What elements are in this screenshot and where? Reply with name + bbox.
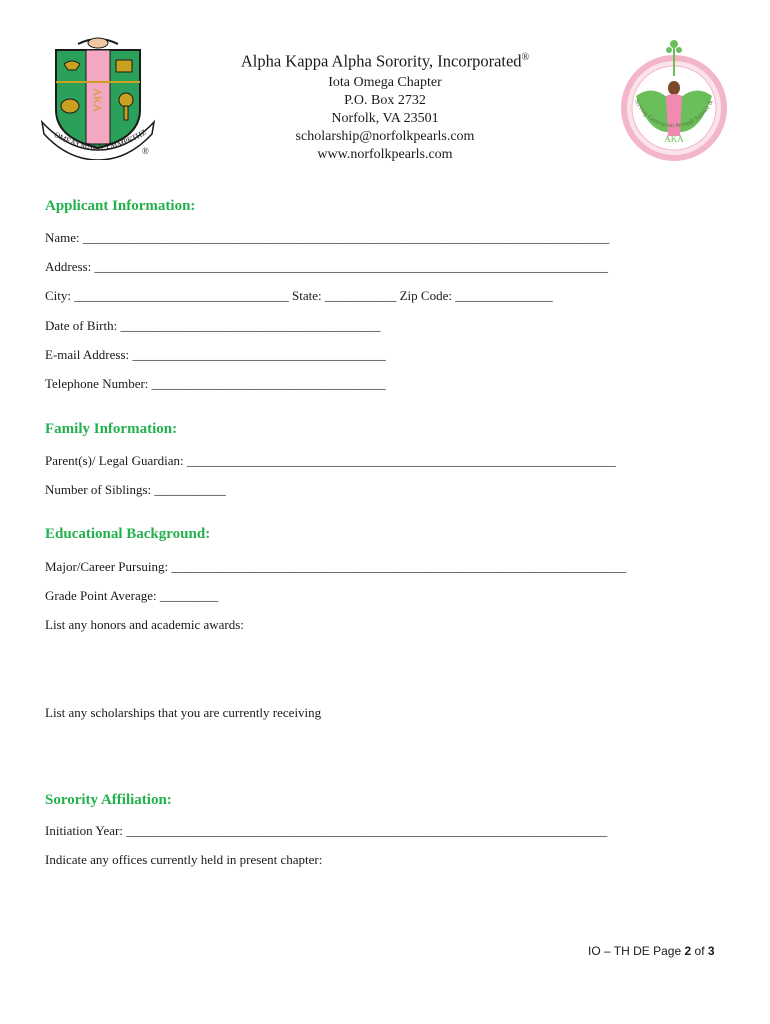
email-field[interactable]: E-mail Address: _______________________________________ [45, 347, 386, 362]
crest-motto: OMEAYMNEN YMMPETHZ [52, 127, 148, 152]
city-line: Norfolk, VA 23501 [331, 110, 439, 126]
sorority-section-title: Sorority Affiliation: [45, 792, 172, 808]
contact-email[interactable]: scholarship@norfolkpearls.com [295, 128, 475, 144]
footer-of: of [691, 944, 708, 958]
footer-page-number: 2 [684, 944, 692, 958]
offices-prompt: Indicate any offices currently held in present chapter: [45, 852, 323, 867]
family-section-title: Family Information: [45, 421, 178, 437]
gpa-field[interactable]: Grade Point Average: _________ [45, 588, 219, 603]
website-link[interactable]: www.norfolkpearls.com [317, 146, 453, 162]
chapter-crest-logo [38, 30, 158, 160]
seal-ring-text: Serving Generation through Service & [632, 97, 715, 130]
chapter-name: Iota Omega Chapter [328, 74, 442, 90]
po-box: P.O. Box 2732 [344, 92, 426, 108]
applicant-section-title: Applicant Information: [45, 198, 196, 214]
initiation-year-field[interactable]: Initiation Year: __________________________________________________________________________ [45, 823, 608, 838]
registered-mark: ® [521, 52, 530, 63]
crest-registered-mark: ® [142, 146, 149, 156]
honors-prompt: List any honors and academic awards: [45, 617, 244, 632]
letterhead [190, 46, 580, 164]
telephone-field[interactable]: Telephone Number: ____________________________________ [45, 376, 386, 391]
guardian-field[interactable]: Parent(s)/ Legal Guardian: __________________________________________________________________ [45, 453, 616, 468]
city-state-zip-field[interactable]: City: _________________________________ State: ___________ Zip Code: _______________ [45, 288, 553, 303]
education-section-title: Educational Background: [45, 526, 211, 542]
chapter-seal-logo [618, 36, 730, 166]
siblings-field[interactable]: Number of Siblings: ___________ [45, 482, 226, 497]
date-of-birth-field[interactable]: Date of Birth: ________________________________________ [45, 318, 381, 333]
name-field[interactable]: Name: _________________________________________________________________________________ [45, 230, 610, 245]
footer-prefix: IO – TH DE Page [588, 944, 685, 958]
organization-name-text: Alpha Kappa Alpha Sorority, Incorporated [240, 51, 522, 71]
seal-letters: AKA [664, 134, 684, 144]
scholarships-prompt: List any scholarships that you are currently receiving [45, 705, 322, 720]
svg-text:AKA: AKA [91, 88, 103, 112]
organization-name [190, 46, 580, 74]
page-footer [588, 944, 715, 958]
major-field[interactable]: Major/Career Pursuing: ______________________________________________________________________ [45, 559, 627, 574]
address-field[interactable]: Address: _______________________________________________________________________________ [45, 259, 608, 274]
footer-total-pages: 3 [707, 944, 715, 958]
